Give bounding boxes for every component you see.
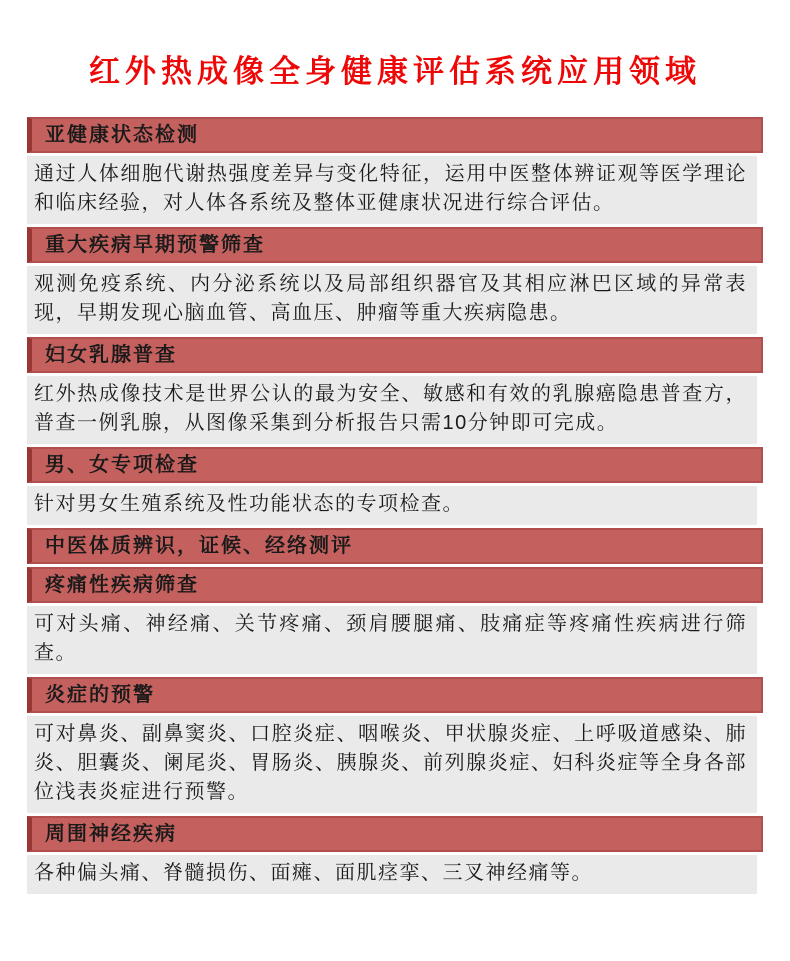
section-header-label: 周围神经疾病 [45,823,177,845]
section-header-bar [27,528,763,564]
section-header-bar [27,677,763,713]
page-title: 红外热成像全身健康评估系统应用领域 [89,54,701,89]
section-header-bar [27,567,763,603]
section-body-text: 各种偏头痛、脊髓损伤、面瘫、面肌痉挛、三叉神经痛等。 [27,855,757,894]
section-header-label: 妇女乳腺普查 [45,344,177,366]
section-header-label: 中医体质辨识，证候、经络测评 [45,535,353,557]
section-body-text: 观测免疫系统、内分泌系统以及局部组织器官及其相应淋巴区域的异常表现，早期发现心脑血管、高血压、肿瘤等重大疾病隐患。 [27,266,757,334]
section-body-text: 针对男女生殖系统及性功能状态的专项检查。 [27,486,757,525]
section-header-label: 疼痛性疾病筛查 [45,574,199,596]
section-header-label: 炎症的预警 [45,684,155,706]
section-breast-screening [27,337,763,444]
section-header-label: 重大疾病早期预警筛查 [45,234,265,256]
section-header-bar [27,816,763,852]
section-body-text: 可对头痛、神经痛、关节疼痛、颈肩腰腿痛、肢痛症等疼痛性疾病进行筛查。 [27,606,757,674]
section-header-bar [27,117,763,153]
section-body-text: 通过人体细胞代谢热强度差异与变化特征，运用中医整体辨证观等医学理论和临床经验，对人体各系统及整体亚健康状况进行综合评估。 [27,156,757,224]
section-header-label: 亚健康状态检测 [45,124,199,146]
section-body-text: 红外热成像技术是世界公认的最为安全、敏感和有效的乳腺癌隐患普查方，普查一例乳腺，从图像采集到分析报告只需10分钟即可完成。 [27,376,757,444]
section-header-bar [27,227,763,263]
section-header-bar [27,447,763,483]
section-major-disease [27,227,763,334]
section-subhealth [27,117,763,224]
section-inflammation-warning [27,677,763,813]
section-pain-screening [27,567,763,674]
section-header-label: 男、女专项检查 [45,454,199,476]
section-male-female-exam [27,447,763,525]
section-body-text: 可对鼻炎、副鼻窦炎、口腔炎症、咽喉炎、甲状腺炎症、上呼吸道感染、肺炎、胆囊炎、阑尾炎、胃肠炎、胰腺炎、前列腺炎症、妇科炎症等全身各部位浅表炎症进行预警。 [27,716,757,813]
section-peripheral-nerve [27,816,763,894]
section-header-bar [27,337,763,373]
section-tcm-constitution [27,528,763,564]
